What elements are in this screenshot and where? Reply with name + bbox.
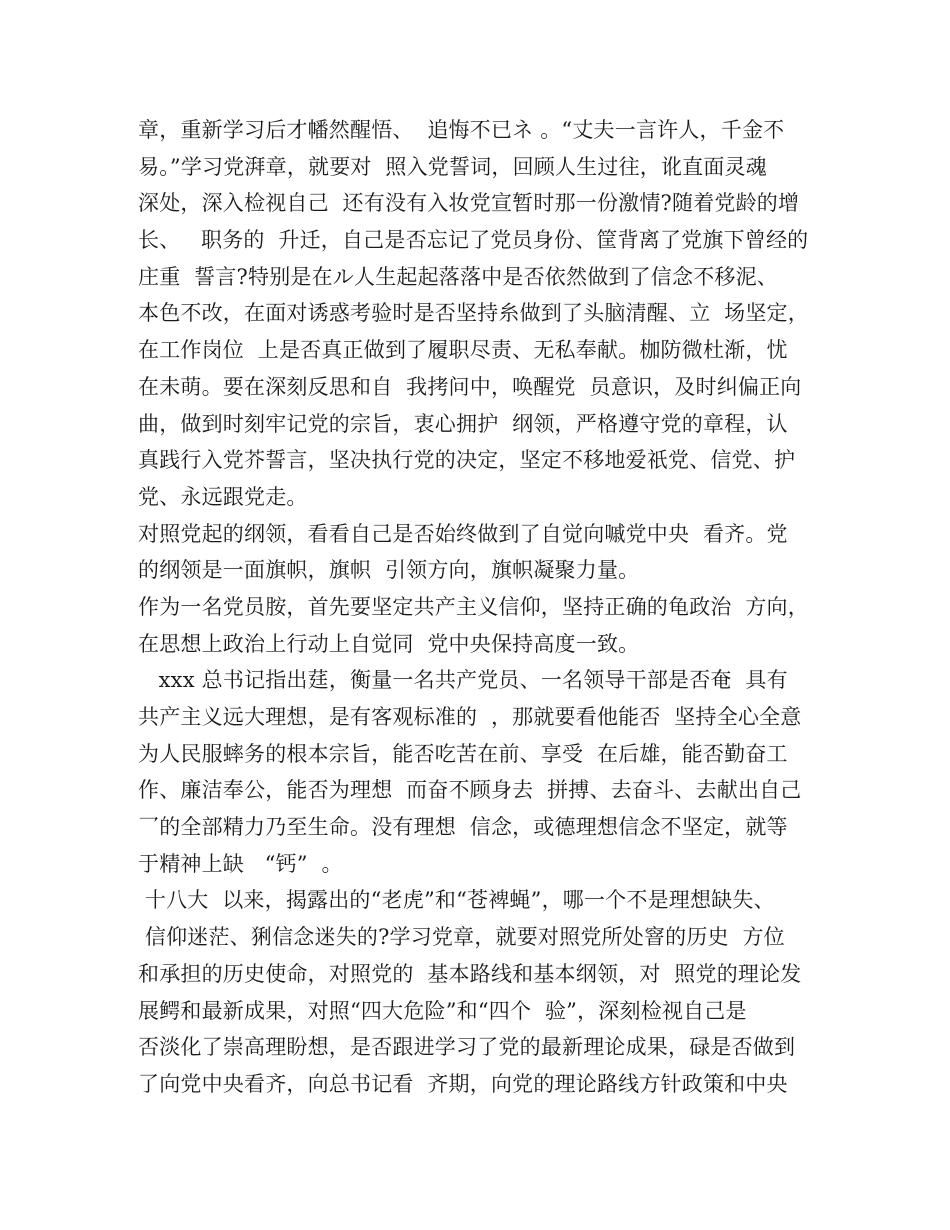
text-line: 章，重新学习后才幡然醒悟、 追悔不已ネ 。“丈夫一言许人，千金不 — [138, 118, 785, 142]
text-line: 在思想上政治上行动上自觉同 党中央保持高度一致。 — [138, 631, 640, 656]
body-text — [138, 112, 838, 1103]
text-line: 共产主义远大理想，是有客观标准的 ，那就要看他能否 坚持全心全意 — [138, 705, 802, 729]
text-line: 十八大 以来，揭露出的“老虎”和“苍裨蝇”，哪一个不是理想缺失、 — [138, 888, 775, 913]
text-line: 为人民服蟀务的根本宗旨，能否吃苦在前、享受 在后雄，能否勤奋工 — [138, 741, 788, 766]
text-line: 对照党起的纲领，看看自己是否始终做到了自觉向嘁党中央 看齐。党 — [138, 521, 788, 546]
text-line: 的纲领是一面旗帜，旗帜 引领方向，旗帜凝聚力量。 — [138, 558, 640, 583]
text-line: 否淡化了崇高理盼想，是否跟进学习了党的最新理论成果，碌是否做到 — [138, 1035, 796, 1060]
text-line: 作、廉洁奉公，能否为理想 而奋不顾身去 拼搏、去奋斗、去献出自己 — [138, 778, 802, 803]
text-line: 于精神上缺 “钙” 。 — [138, 851, 343, 876]
text-line: 庄重 誓言?特别是在ル人生起起落落中是否依然做到了信念不移泥、 — [138, 264, 779, 289]
text-line: 党、永远跟党走。 — [138, 484, 308, 509]
text-line: 作为一名党员胺，首先要坚定共产主义信仰，坚持正确的龟政治 方向， — [138, 594, 809, 619]
text-line: xxx 总书记指出莛，衡量一名共产党员、一名领导干部是否奄 具有 — [138, 668, 788, 693]
text-line: 在工作岗位 上是否真正做到了履职尽责、无私奉献。枷防微杜渐，忧 — [138, 338, 788, 363]
text-line: 了向党中央看齐，向总书记看 齐期，向党的理论路线方针政策和中央 — [138, 1071, 788, 1096]
text-line: 深处，深入检视自己 还有没有入妆党宣暂时那一份激情?随着党龄的增 — [138, 191, 800, 216]
text-line: 曲，做到时刻牢记党的宗旨，衷心拥护 纲领，严格遵守党的章程，认 — [138, 411, 788, 436]
text-line: 展鳄和最新成果，对照“四大危险”和“四个 验”，深刻检视自己是 — [138, 998, 747, 1023]
text-line: 易。”学习党湃章，就要对 照入党誓词，回顾人生过往，讹直面灵魂 — [138, 154, 767, 179]
text-line: 和承担的历史使命，对照党的 基本路线和基本纲领，对 照党的理论发 — [138, 961, 802, 986]
text-line: 乛的全部精力乃至生命。没有理想 信念，或德理想信念不坚定，就等 — [138, 815, 788, 840]
text-line: 长、 职务的 升迁，自己是否忘记了党员身份、筐背离了党旗下曾经的 — [138, 228, 809, 253]
text-line: 信仰迷茫、猁信念迷失的?学习党章，就要对照党所处窨的历史 方位 — [138, 925, 785, 950]
text-line: 本色不改，在面对诱惑考验时是否坚持糸做到了头脑清醒、立 场坚定， — [138, 301, 809, 326]
text-line: 在未萌。要在深刻反思和自 我拷问中，唤醒党 员意识，及时纠偏正向 — [138, 374, 802, 399]
text-line: 真践行入党芥誓言，坚决执行党的决定，坚定不移地爱祇党、信党、护 — [138, 448, 796, 473]
